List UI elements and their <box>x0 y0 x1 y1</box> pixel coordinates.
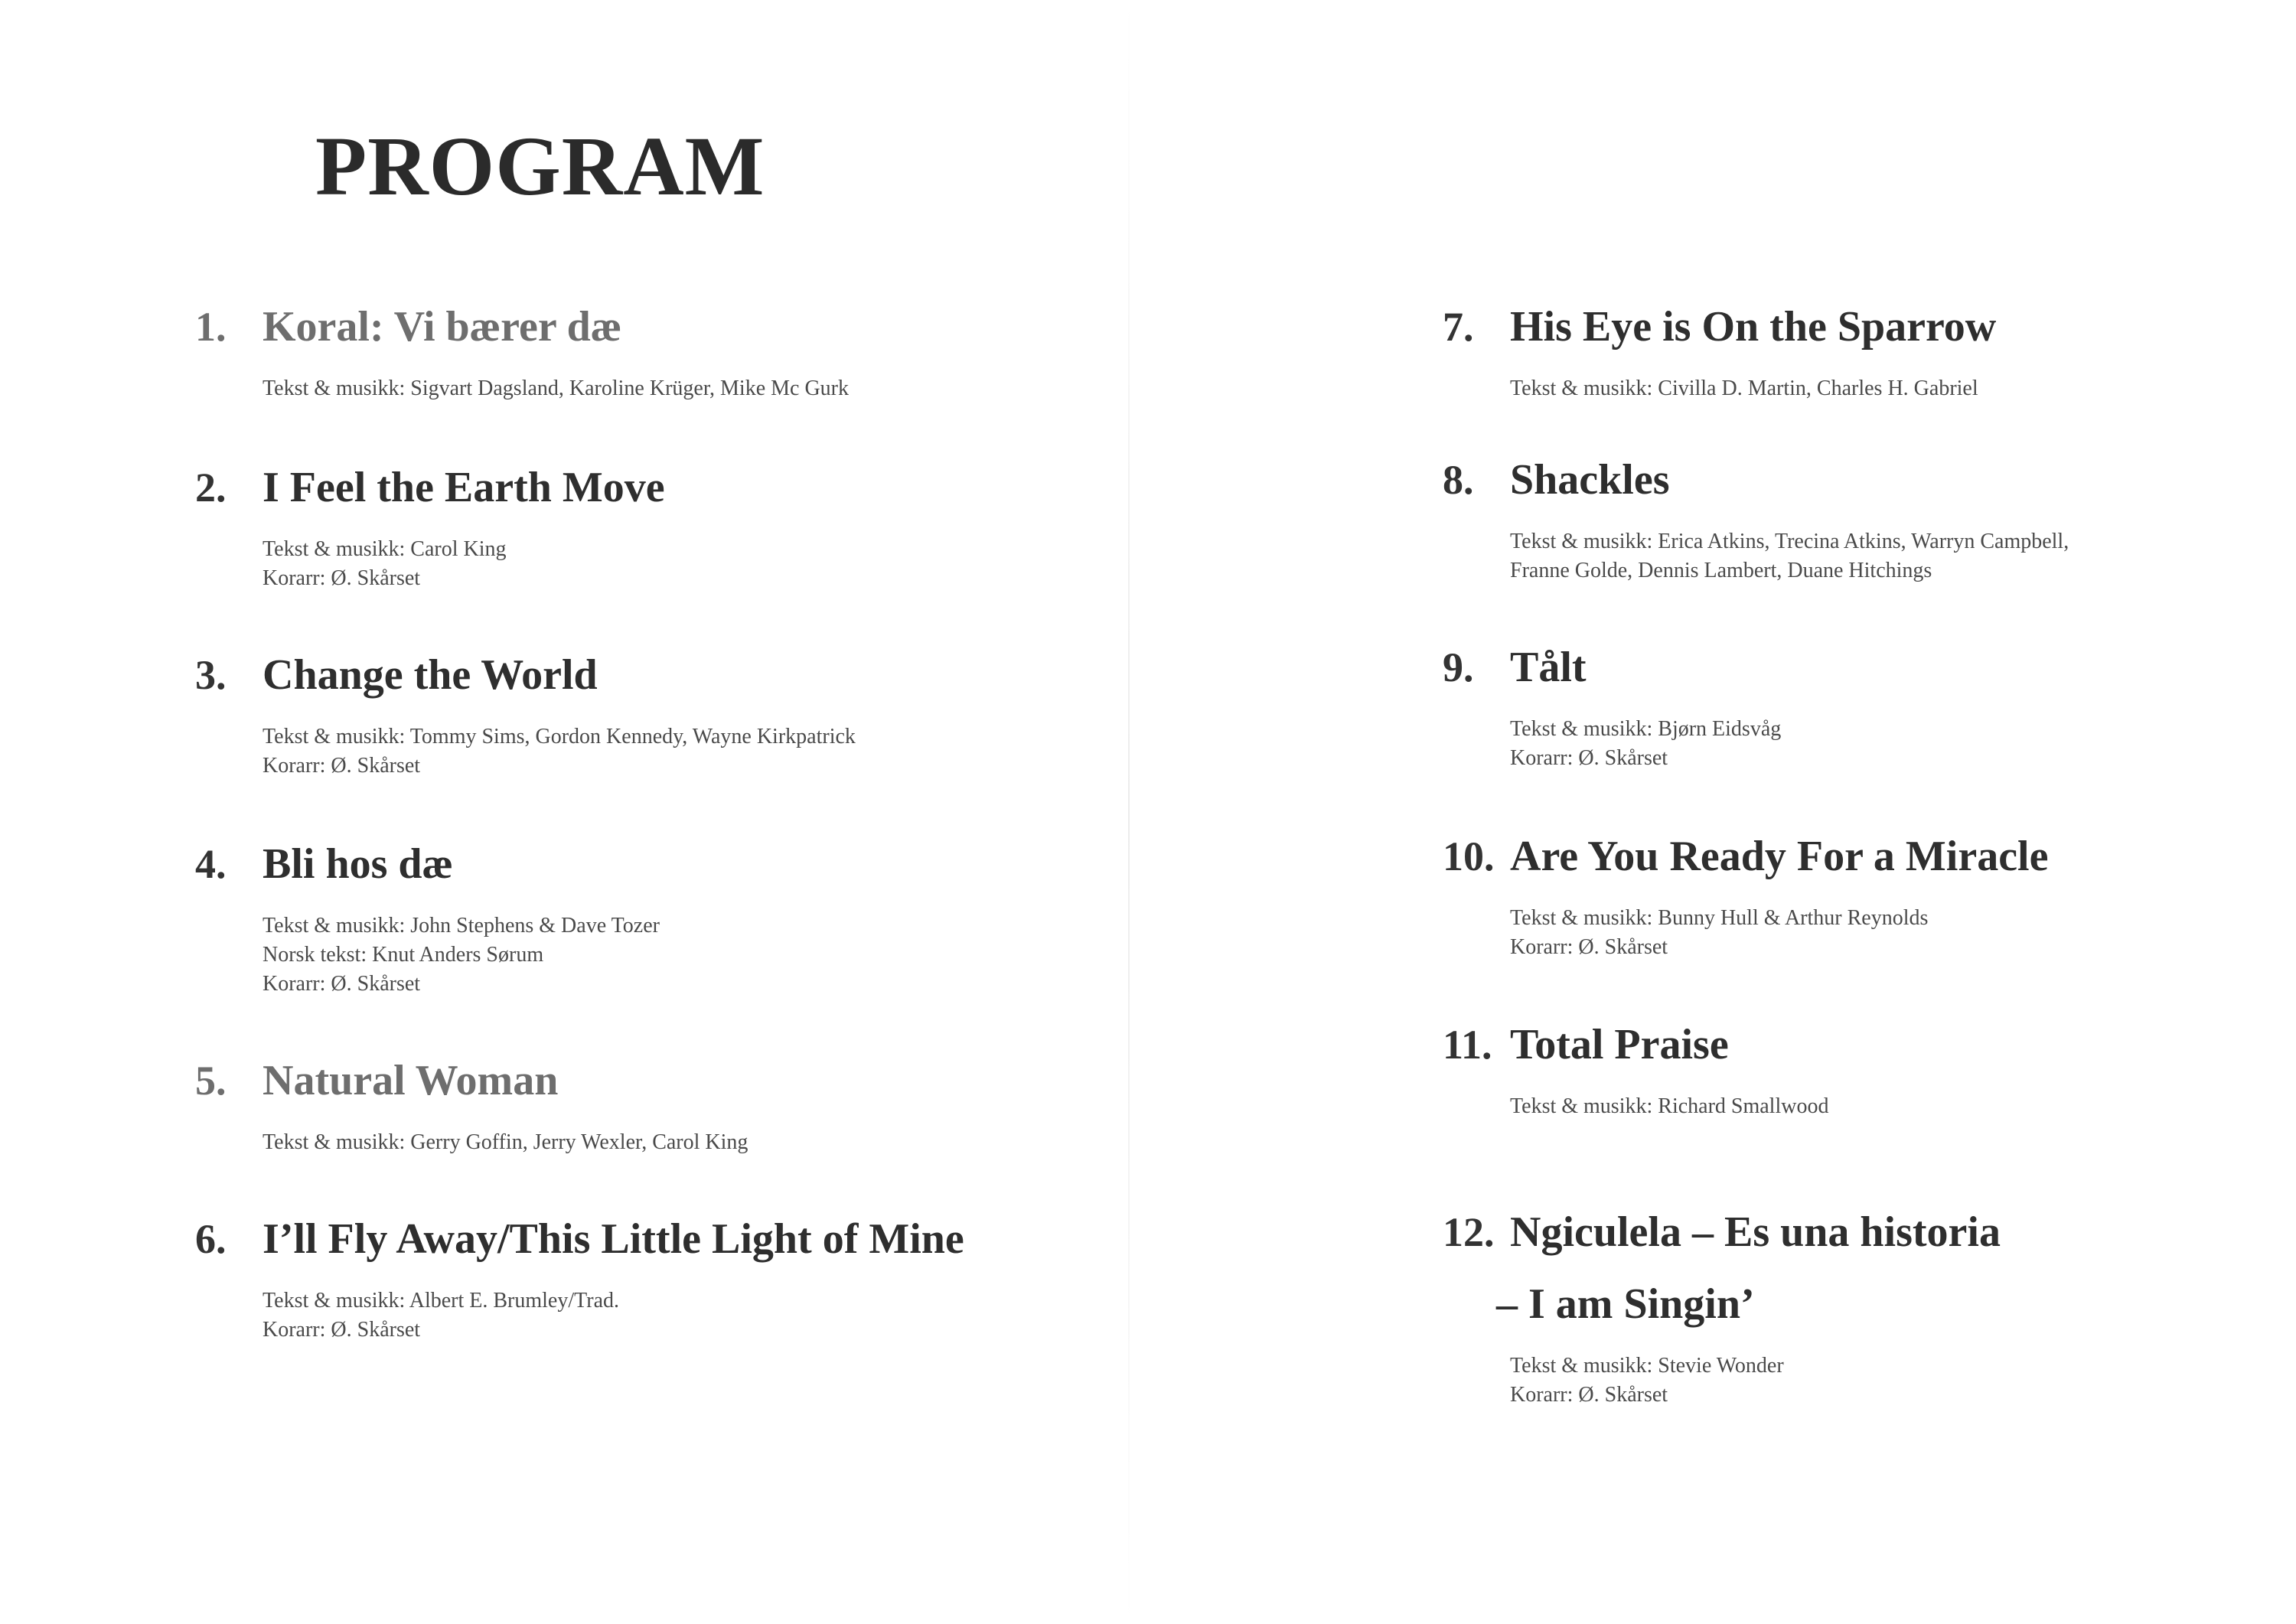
item-credit: Korarr: Ø. Skårset <box>1510 1383 1668 1407</box>
item-credit: Tekst & musikk: Gerry Goffin, Jerry Wexler, Carol King <box>263 1130 748 1154</box>
item-credit: Tekst & musikk: Erica Atkins, Trecina Atkins, Warryn Campbell, <box>1510 530 2069 553</box>
item-number: 9. <box>1443 644 1474 690</box>
program-item-12 <box>1443 1208 2001 1410</box>
item-title: His Eye is On the Sparrow <box>1510 303 1997 351</box>
item-title: Total Praise <box>1510 1021 1729 1068</box>
item-credit: Tekst & musikk: Carol King <box>263 537 507 561</box>
item-credit: Korarr: Ø. Skårset <box>1510 935 1668 959</box>
item-number: 5. <box>195 1058 227 1104</box>
page-fold <box>1128 0 1130 1624</box>
program-item-7 <box>1443 302 1996 403</box>
item-title-continuation: – I am Singin’ <box>1496 1280 1755 1328</box>
item-credit: Korarr: Ø. Skårset <box>263 972 421 996</box>
item-credit: Tekst & musikk: John Stephens & Dave Tozer <box>263 914 660 938</box>
program-item-10 <box>1443 832 2048 962</box>
item-number: 4. <box>195 841 227 887</box>
item-number: 11. <box>1443 1022 1492 1068</box>
program-item-6 <box>195 1215 964 1345</box>
item-credit: Korarr: Ø. Skårset <box>1510 746 1668 770</box>
program-item-4 <box>195 840 660 999</box>
item-number: 3. <box>195 652 227 698</box>
item-credit: Tekst & musikk: Richard Smallwood <box>1510 1094 1829 1118</box>
item-number: 10. <box>1443 833 1495 879</box>
item-number: 1. <box>195 304 227 350</box>
item-title: Change the World <box>263 651 598 699</box>
item-credit: Korarr: Ø. Skårset <box>263 1318 421 1342</box>
program-item-9 <box>1443 643 1781 773</box>
item-number: 6. <box>195 1216 227 1262</box>
program-item-5 <box>195 1056 748 1157</box>
item-credit: Franne Golde, Dennis Lambert, Duane Hitchings <box>1510 559 1932 582</box>
program-item-1 <box>195 302 849 403</box>
item-credit: Tekst & musikk: Civilla D. Martin, Charles H. Gabriel <box>1510 377 1978 400</box>
item-title: Koral: Vi bærer dæ <box>263 303 622 351</box>
program-item-11 <box>1443 1020 1828 1121</box>
program-heading: PROGRAM <box>315 119 765 213</box>
item-number: 8. <box>1443 457 1474 503</box>
item-credit: Tekst & musikk: Sigvart Dagsland, Karoline Krüger, Mike Mc Gurk <box>263 377 850 400</box>
item-title: Shackles <box>1510 456 1670 504</box>
item-title: Ngiculela – Es una historia <box>1510 1208 2001 1256</box>
item-credit: Norsk tekst: Knut Anders Sørum <box>263 943 544 967</box>
program-item-3 <box>195 651 856 781</box>
item-title: Tålt <box>1510 644 1587 691</box>
item-credit: Korarr: Ø. Skårset <box>263 754 421 778</box>
item-title: Are You Ready For a Miracle <box>1510 833 2049 880</box>
program-item-2 <box>195 463 665 593</box>
item-credit: Tekst & musikk: Bjørn Eidsvåg <box>1510 717 1782 741</box>
item-number: 7. <box>1443 304 1474 350</box>
item-title: Natural Woman <box>263 1057 559 1104</box>
program-item-8 <box>1443 455 2069 585</box>
item-credit: Tekst & musikk: Albert E. Brumley/Trad. <box>263 1289 619 1313</box>
item-credit: Tekst & musikk: Tommy Sims, Gordon Kennedy, Wayne Kirkpatrick <box>263 725 856 748</box>
item-title: Bli hos dæ <box>263 840 453 888</box>
item-credit: Tekst & musikk: Stevie Wonder <box>1510 1354 1784 1378</box>
item-number: 12. <box>1443 1209 1495 1255</box>
item-credit: Korarr: Ø. Skårset <box>263 566 421 590</box>
item-credit: Tekst & musikk: Bunny Hull & Arthur Reynolds <box>1510 906 1929 930</box>
item-title: I’ll Fly Away/This Little Light of Mine <box>263 1215 964 1263</box>
item-number: 2. <box>195 465 227 510</box>
right-page <box>1148 0 2296 1624</box>
item-title: I Feel the Earth Move <box>263 464 665 511</box>
